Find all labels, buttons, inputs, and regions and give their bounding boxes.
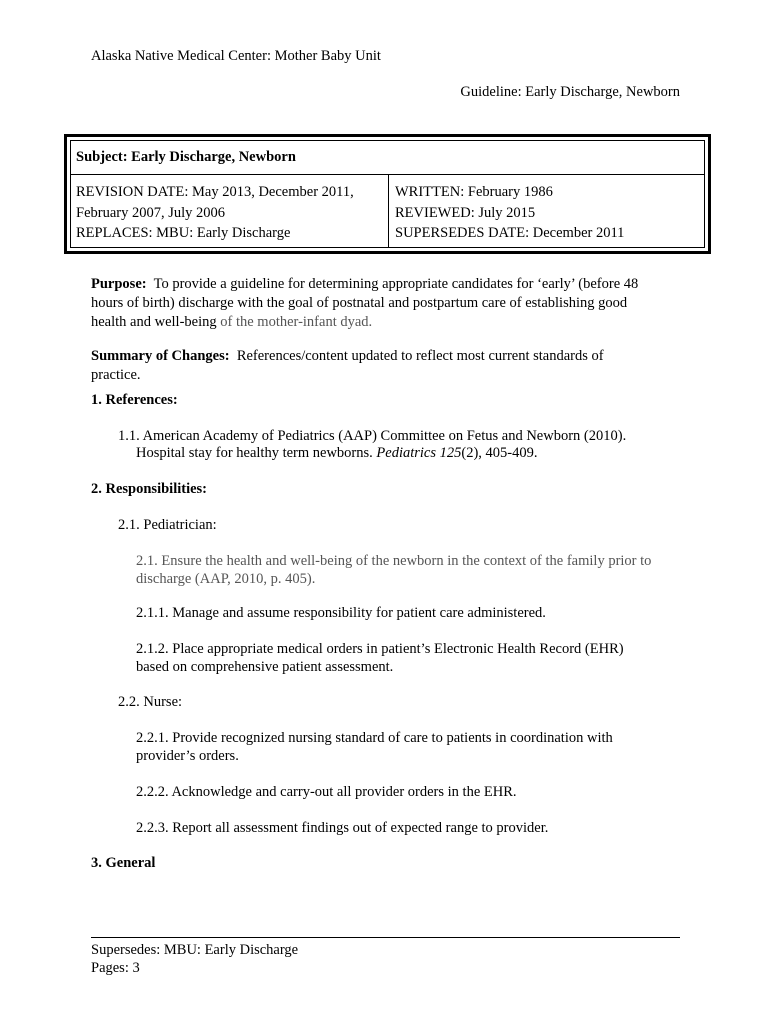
reference-journal: Pediatrics 125 bbox=[376, 445, 462, 461]
written-line: WRITTEN: February 1986 bbox=[395, 184, 553, 200]
dates-info-column bbox=[395, 182, 624, 244]
header-guideline-title: Guideline: Early Discharge, Newborn bbox=[460, 84, 680, 100]
reference-pages: (2), 405-409. bbox=[461, 445, 538, 461]
nurse-heading: 2.2. Nurse: bbox=[118, 694, 183, 710]
replaces-line: REPLACES: MBU: Early Discharge bbox=[76, 225, 291, 241]
purpose-line-3 bbox=[91, 313, 372, 332]
nurse-item-3: 2.2.3. Report all assessment findings out of expected range to provider. bbox=[136, 820, 549, 836]
purpose-label: Purpose: bbox=[91, 276, 147, 292]
pediatrician-item-1: 2.1.1. Manage and assume responsibility for patient care administered. bbox=[136, 605, 546, 621]
pediatrician-note-line-1: 2.1. Ensure the health and well-being of the newborn in the context of the family prior to bbox=[136, 553, 652, 569]
references-heading: 1. References: bbox=[91, 392, 178, 408]
reviewed-line: REVIEWED: July 2015 bbox=[395, 204, 536, 221]
pediatrician-note-line-2: discharge (AAP, 2010, p. 405). bbox=[136, 571, 316, 587]
footer-pages: Pages: 3 bbox=[91, 960, 140, 976]
purpose-text-3a: health and well-being bbox=[91, 314, 221, 330]
summary-line-1 bbox=[91, 347, 604, 366]
reference-title: Hospital stay for healthy term newborns. bbox=[136, 445, 377, 461]
subject-title: Subject: Early Discharge, Newborn bbox=[76, 149, 296, 165]
subject-info-box bbox=[64, 134, 711, 254]
purpose-line-1 bbox=[91, 275, 638, 294]
purpose-line-2: hours of birth) discharge with the goal of postnatal and postpartum care of establishing good bbox=[91, 295, 628, 311]
nurse-item-1-line-2: provider’s orders. bbox=[136, 748, 239, 764]
nurse-item-1-line-1: 2.2.1. Provide recognized nursing standard of care to patients in coordination with bbox=[136, 730, 613, 746]
revision-info-column bbox=[76, 182, 354, 244]
footer-supersedes: Supersedes: MBU: Early Discharge bbox=[91, 942, 299, 958]
subject-info-box-inner bbox=[70, 140, 705, 248]
summary-line-2: practice. bbox=[91, 367, 141, 383]
pediatrician-heading: 2.1. Pediatrician: bbox=[118, 517, 217, 533]
reference-item-line-1: 1.1. American Academy of Pediatrics (AAP) Committee on Fetus and Newborn (2010). bbox=[118, 428, 627, 444]
revision-date-line-continued: February 2007, July 2006 bbox=[76, 204, 226, 221]
summary-label: Summary of Changes: bbox=[91, 348, 230, 364]
summary-text-1: References/content updated to reflect most current standards of bbox=[236, 348, 604, 364]
header-organization: Alaska Native Medical Center: Mother Baby Unit bbox=[91, 48, 381, 64]
pediatrician-item-2-line-2: based on comprehensive patient assessment. bbox=[136, 659, 394, 675]
supersedes-date-line: SUPERSEDES DATE: December 2011 bbox=[395, 225, 625, 241]
revision-date-line: REVISION DATE: May 2013, December 2011, bbox=[76, 184, 354, 200]
subject-row bbox=[71, 141, 704, 175]
column-divider bbox=[388, 174, 389, 247]
purpose-text-1: To provide a guideline for determining appropriate candidates for ‘early’ (before 48 bbox=[153, 276, 639, 292]
nurse-item-2: 2.2.2. Acknowledge and carry-out all provider orders in the EHR. bbox=[136, 784, 517, 800]
footer-divider bbox=[91, 937, 680, 938]
general-heading: 3. General bbox=[91, 855, 156, 871]
purpose-text-3b: of the mother-infant dyad. bbox=[220, 314, 373, 330]
reference-item-line-2 bbox=[136, 444, 538, 463]
responsibilities-heading: 2. Responsibilities: bbox=[91, 481, 208, 497]
pediatrician-item-2-line-1: 2.1.2. Place appropriate medical orders in patient’s Electronic Health Record (EHR) bbox=[136, 641, 624, 657]
